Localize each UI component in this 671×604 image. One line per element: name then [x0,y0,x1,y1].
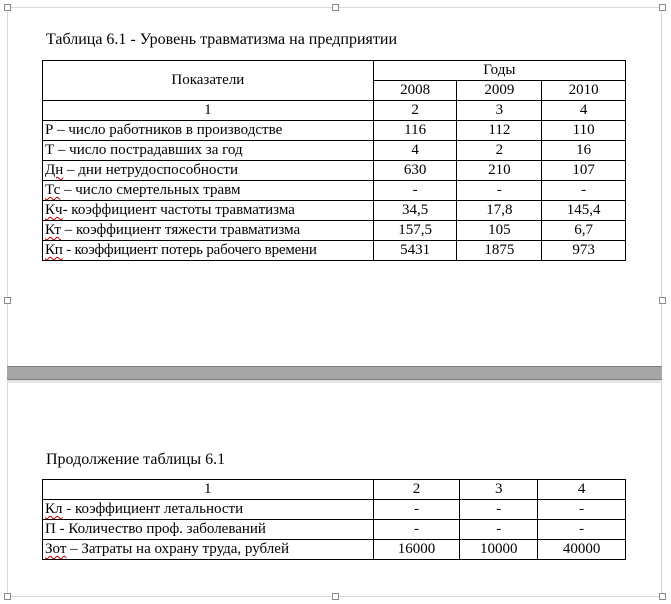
row-label [43,520,374,540]
value-cell: 210 [457,161,542,181]
row-label [43,500,374,520]
table-row [43,241,626,261]
row-label [43,141,374,161]
row-label [43,121,374,141]
row-label-text: – дни нетрудоспособности [63,162,238,178]
value-cell: 107 [542,161,626,181]
row-label-abbr: Кч [45,202,63,218]
row-label [43,221,374,241]
value-cell: 2 [457,141,542,161]
value-cell: - [460,500,538,520]
value-cell: - [373,181,457,201]
table-row [43,181,626,201]
injury-rate-table [42,60,626,261]
table2-caption: Продолжение таблицы 6.1 [46,451,226,468]
row-label-abbr: Тс [45,182,61,198]
table-row [43,540,626,560]
value-cell: 34,5 [373,201,457,221]
value-cell: 105 [457,221,542,241]
value-cell: 116 [373,121,457,141]
column-numbering-row [43,101,626,121]
row-label-abbr: Зот [45,541,67,557]
column-number: 4 [538,480,626,500]
year-header-2009: 2009 [457,81,542,101]
resize-handle-middle-left[interactable] [4,297,11,304]
table1-caption: Таблица 6.1 - Уровень травматизма на предприятии [46,31,397,48]
row-label-text: - коэффициент частоты травматизма [62,202,295,218]
row-label-abbr: Р [45,122,54,138]
table-continuation [42,479,626,560]
value-cell: 5431 [373,241,457,261]
value-cell: - [538,500,626,520]
column-numbering-row [43,480,626,500]
column-number: 4 [542,101,626,121]
value-cell: - [460,520,538,540]
row-label [43,540,374,560]
value-cell: 1875 [457,241,542,261]
value-cell: 157,5 [373,221,457,241]
resize-handle-top-center[interactable] [332,4,339,11]
row-label [43,181,374,201]
row-label-abbr: Т [45,142,55,158]
row-label-text: – число смертельных травм [60,182,241,198]
resize-handle-top-right[interactable] [659,4,666,11]
column-number: 2 [373,480,460,500]
row-label [43,201,374,221]
resize-handle-top-left[interactable] [4,4,11,11]
value-cell: 6,7 [542,221,626,241]
value-cell: - [538,520,626,540]
resize-handle-middle-right[interactable] [659,297,666,304]
year-header-2008: 2008 [373,81,457,101]
table-row [43,121,626,141]
value-cell: - [542,181,626,201]
column-number: 2 [373,101,457,121]
column-number: 1 [43,480,374,500]
row-label-text: – число пострадавших за год [54,142,243,158]
column-number: 3 [460,480,538,500]
value-cell: - [373,520,460,540]
row-label-abbr: Кл [45,501,63,517]
table-row [43,500,626,520]
value-cell: 145,4 [542,201,626,221]
value-cell: 4 [373,141,457,161]
indicators-header: Показатели [43,61,374,101]
table-row [43,141,626,161]
value-cell: - [457,181,542,201]
row-label-text: – коэффициент тяжести травматизма [61,222,301,238]
row-label-text: - коэффициент потерь рабочего времени [62,242,317,258]
resize-handle-bottom-left[interactable] [4,593,11,600]
column-number: 1 [43,101,374,121]
value-cell: - [373,500,460,520]
page-break-separator [7,366,662,380]
row-label-abbr: П [45,521,56,537]
value-cell: 112 [457,121,542,141]
resize-handle-bottom-center[interactable] [332,593,339,600]
table-row [43,221,626,241]
resize-handle-bottom-right[interactable] [659,593,666,600]
year-header-2010: 2010 [542,81,626,101]
value-cell: 16000 [373,540,460,560]
row-label-abbr: Дн [45,162,64,178]
row-label [43,161,374,181]
value-cell: 630 [373,161,457,181]
years-header: Годы [373,61,625,81]
row-label-text: – Затраты на охрану труда, рублей [66,541,289,557]
value-cell: 16 [542,141,626,161]
page-break-shadow [7,380,662,383]
row-label-text: - Количество проф. заболеваний [55,521,266,537]
row-label-abbr: Кт [45,222,61,238]
row-label-text: - коэффициент летальности [62,501,244,517]
value-cell: 10000 [460,540,538,560]
value-cell: 973 [542,241,626,261]
row-label [43,241,374,261]
value-cell: 110 [542,121,626,141]
table-row [43,161,626,181]
table-row [43,520,626,540]
row-label-text: – число работников в производстве [53,122,283,138]
value-cell: 40000 [538,540,626,560]
value-cell: 17,8 [457,201,542,221]
table-row [43,201,626,221]
column-number: 3 [457,101,542,121]
row-label-abbr: Кп [45,242,63,258]
table-header-row [43,61,626,81]
